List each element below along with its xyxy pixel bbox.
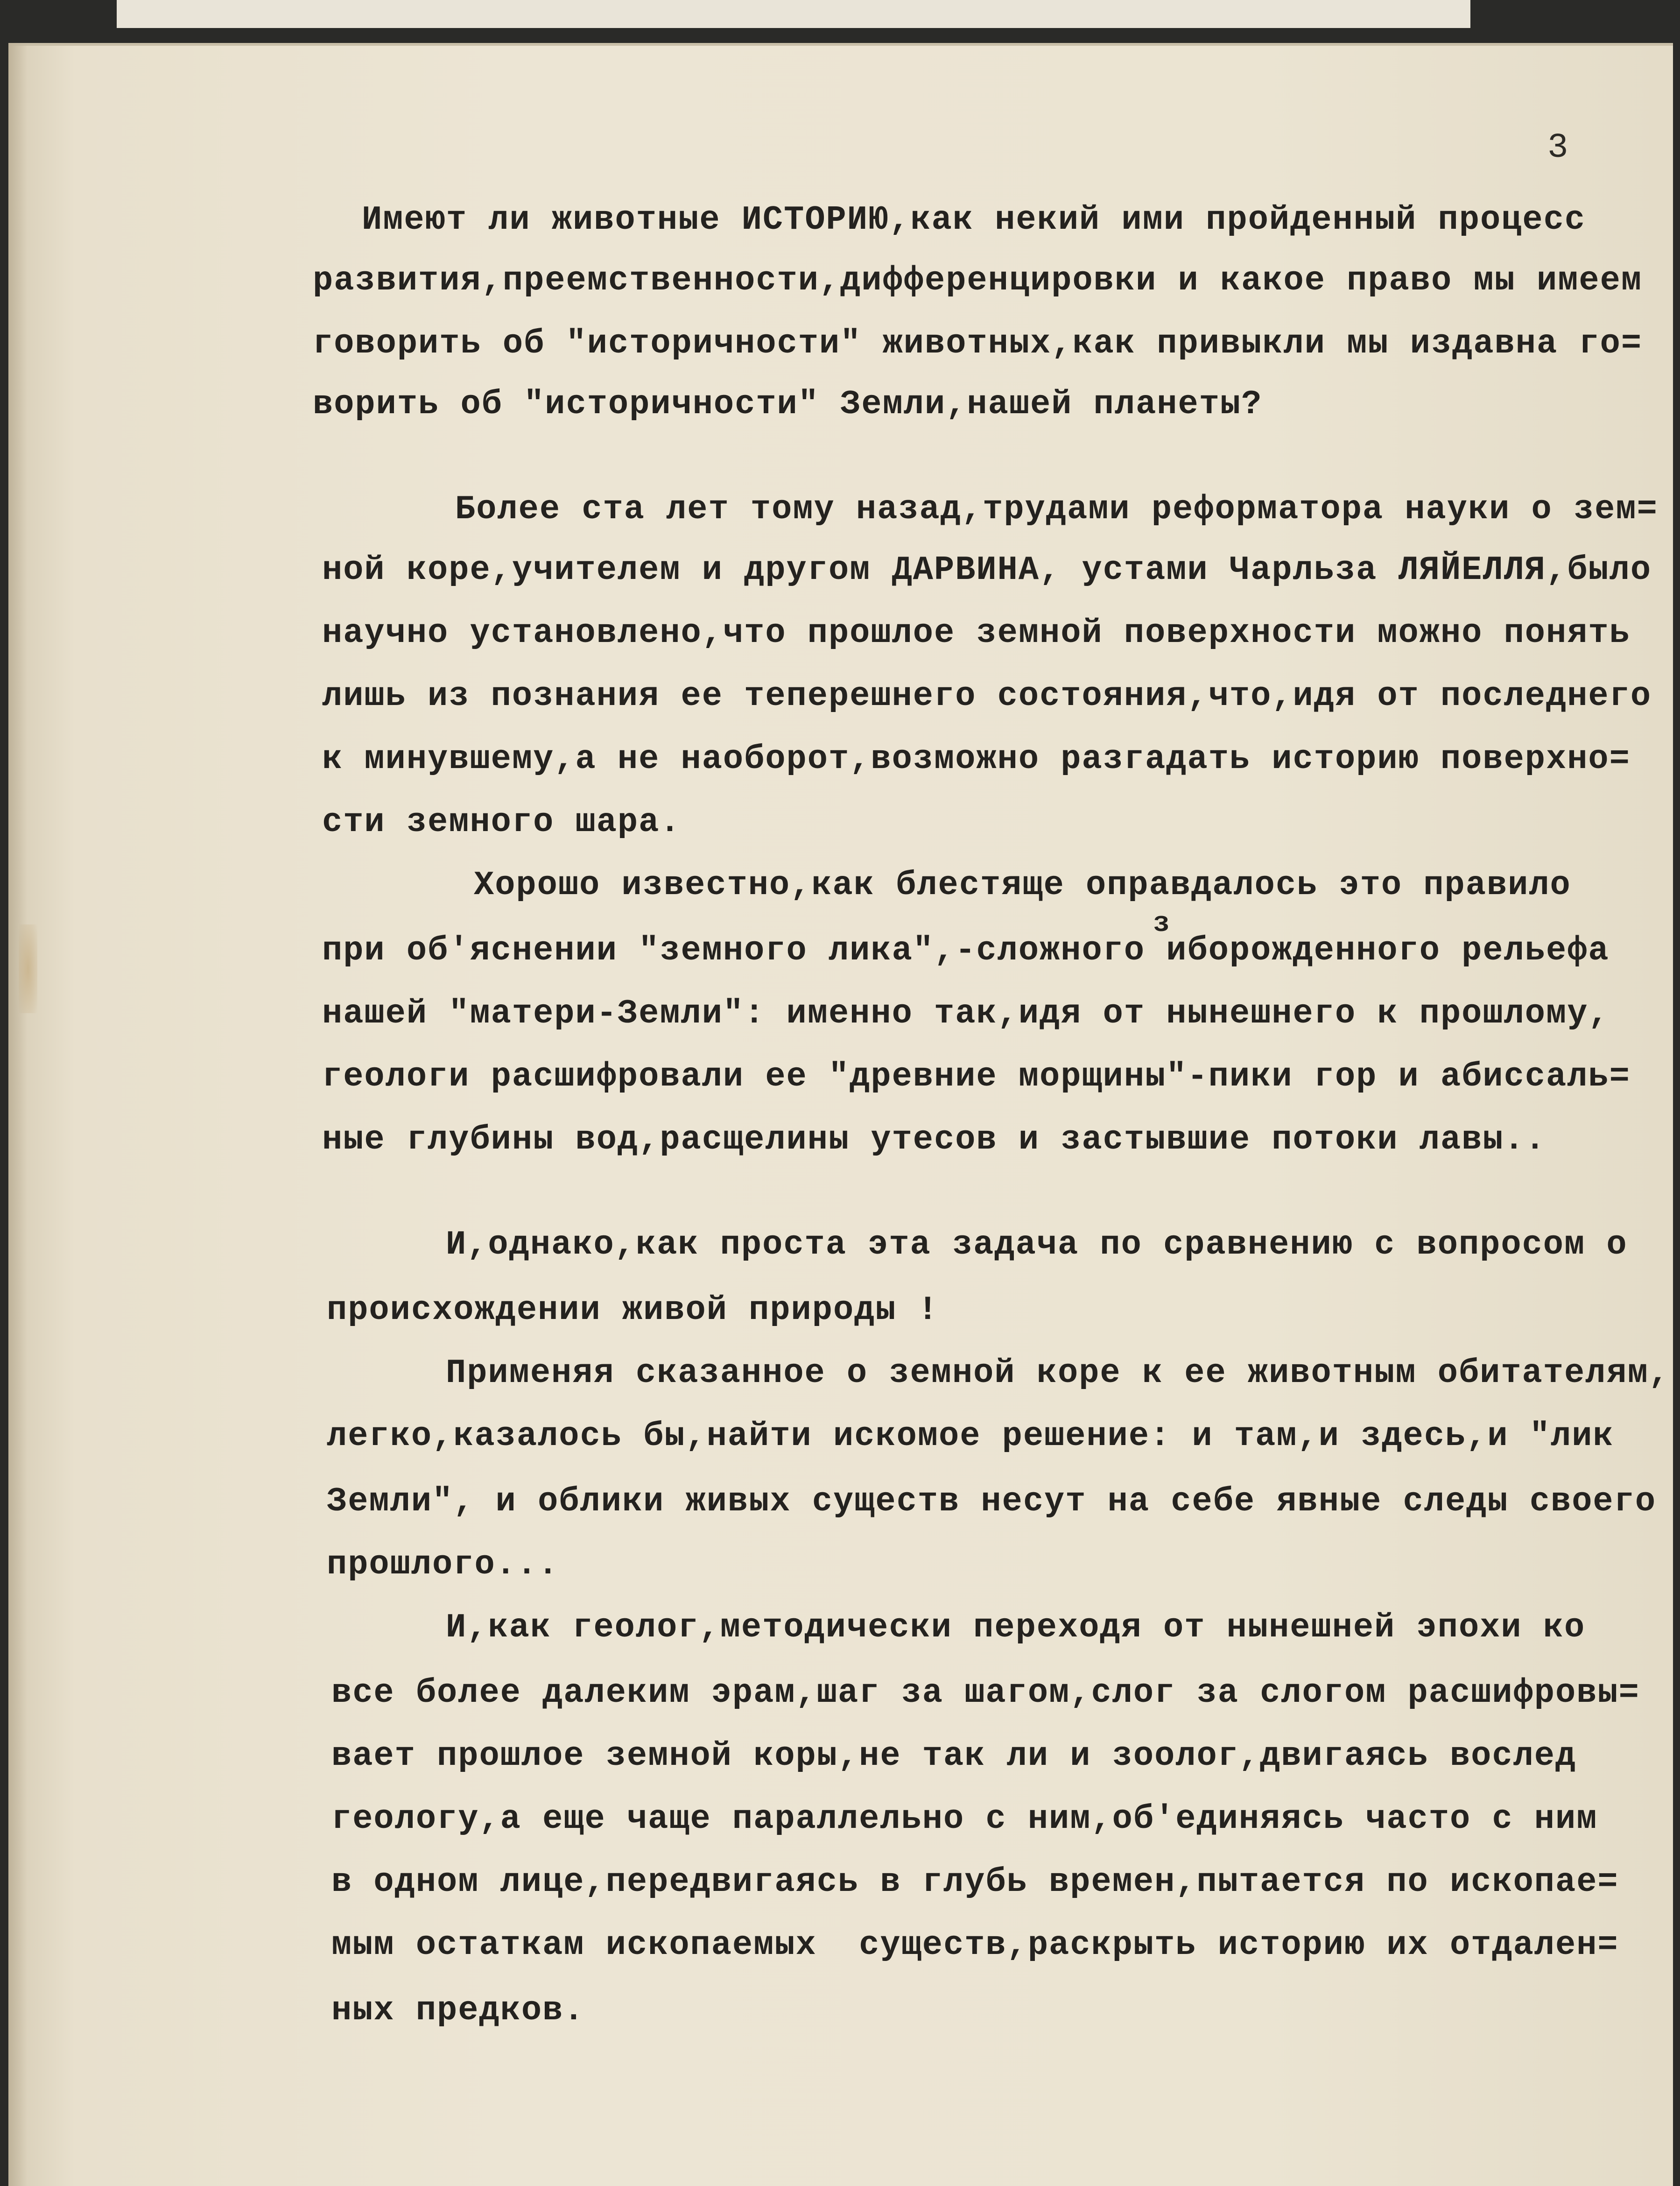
text-line: ной коре,учителем и другом ДАРВИНА, устами Чарльза ЛЯЙЕЛЛЯ,было bbox=[322, 551, 1652, 589]
text-line: прошлого... bbox=[327, 1545, 559, 1584]
text-line: ворить об "историчности" Земли,нашей планеты? bbox=[313, 385, 1263, 423]
text-line: Хорошо известно,как блестяще оправдалось это правило bbox=[474, 866, 1571, 904]
text-line: геологи расшифровали ее "древние морщины"-пики гор и абиссаль= bbox=[322, 1058, 1631, 1096]
underlying-sheet-edge bbox=[117, 0, 1470, 28]
text-line: лишь из познания ее теперешнего состояния,что,идя от последнего bbox=[322, 677, 1652, 715]
text-line: ные глубины вод,расщелины утесов и застывшие потоки лавы.. bbox=[322, 1121, 1546, 1159]
text-line: мым остаткам ископаемых существ,раскрыть историю их отдален= bbox=[331, 1926, 1619, 1964]
text-line: сти земного шара. bbox=[322, 803, 681, 841]
text-line: И,как геолог,методически переходя от нынешней эпохи ко bbox=[446, 1608, 1586, 1647]
text-line: Более ста лет тому назад,трудами реформатора науки о зем= bbox=[455, 490, 1658, 529]
text-line: научно установлено,что прошлое земной поверхности можно понять bbox=[322, 614, 1631, 652]
text-line: все более далеким эрам,шаг за шагом,слог за слогом расшифровы= bbox=[331, 1674, 1640, 1712]
text-line: И,однако,как проста эта задача по сравнению с вопросом о bbox=[446, 1226, 1628, 1264]
text-line: говорить об "историчности" животных,как привыкли мы издавна го= bbox=[313, 324, 1643, 363]
typed-correction: з bbox=[1153, 908, 1170, 940]
text-line: Применяя сказанное о земной коре к ее животным обитателям, bbox=[446, 1354, 1670, 1392]
text-line: легко,казалось бы,найти искомое решение: и там,и здесь,и "лик bbox=[327, 1417, 1614, 1455]
text-line: Имеют ли животные ИСТОРИЮ,как некий ими пройденный процесс bbox=[362, 201, 1586, 239]
text-line: при об'яснении "земного лика",-сложного иборожденного рельефа bbox=[322, 931, 1610, 970]
text-line: ных предков. bbox=[331, 1991, 585, 2030]
paper-stain bbox=[19, 924, 37, 1013]
text-line: вает прошлое земной коры,не так ли и зоолог,двигаясь вослед bbox=[331, 1737, 1577, 1775]
text-line: геологу,а еще чаще параллельно с ним,об'единяясь часто с ним bbox=[331, 1800, 1598, 1838]
text-line: нашей "матери-Земли": именно так,идя от нынешнего к прошлому, bbox=[322, 994, 1610, 1033]
page-number: 3 bbox=[1547, 128, 1568, 168]
text-line: к минувшему,а не наоборот,возможно разгадать историю поверхно= bbox=[322, 740, 1631, 778]
text-line: Земли", и облики живых существ несут на себе явные следы своего bbox=[327, 1482, 1657, 1521]
page-left-shadow bbox=[8, 43, 27, 2186]
text-line: в одном лице,передвигаясь в глубь времен,пытается по ископае= bbox=[331, 1863, 1619, 1901]
text-line: развития,преемственности,дифференцировки и какое право мы имеем bbox=[313, 261, 1643, 300]
text-line: происхождении живой природы ! bbox=[327, 1291, 939, 1329]
